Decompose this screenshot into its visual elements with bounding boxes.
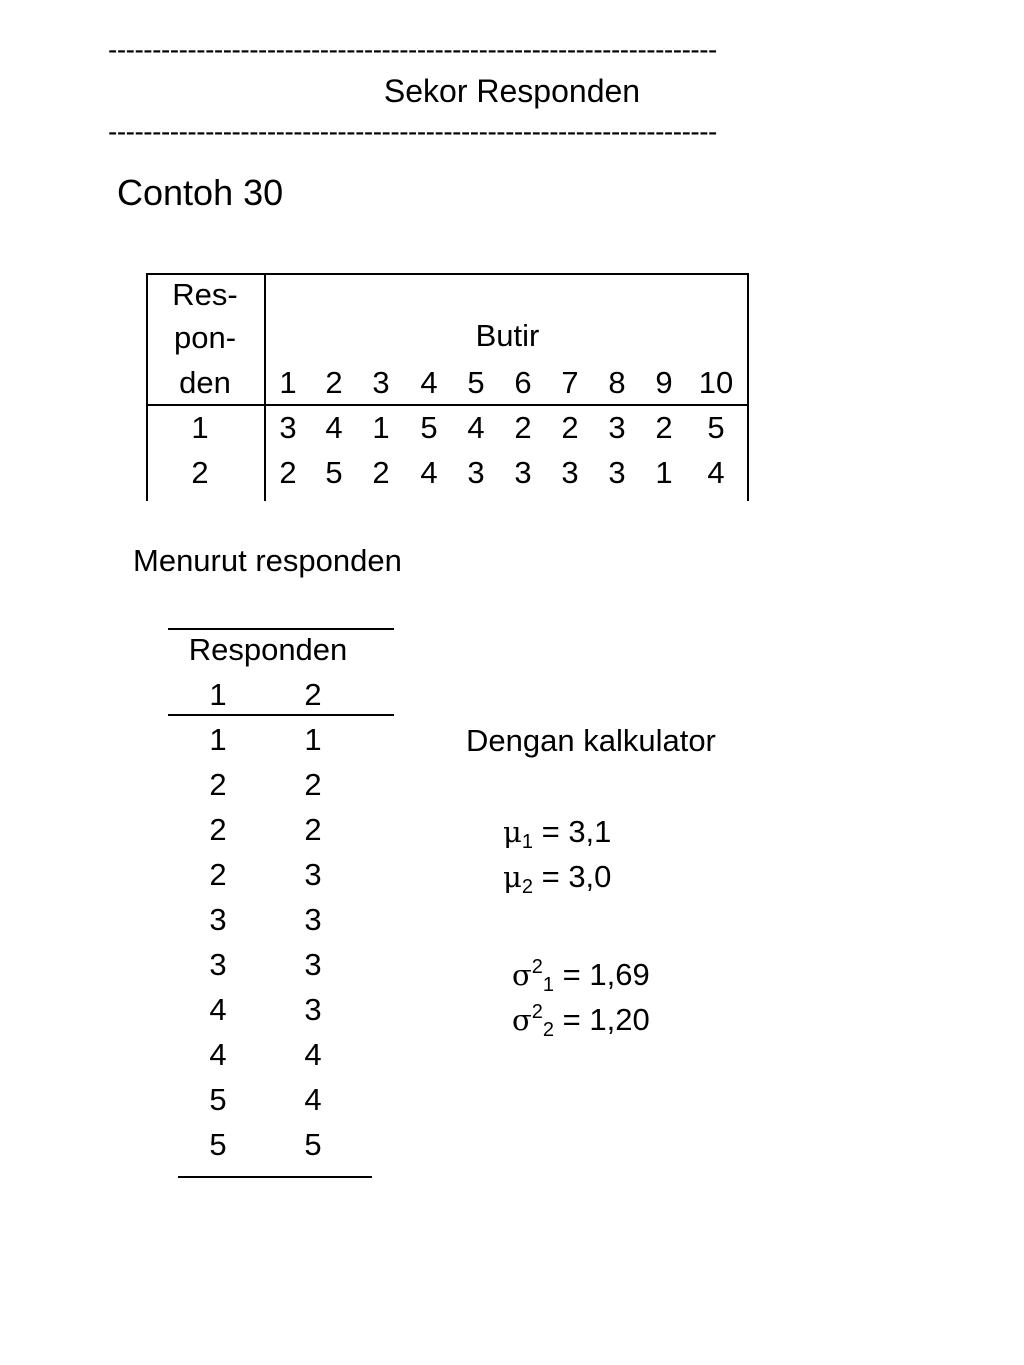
table-cell: 1 <box>304 722 322 757</box>
score-cell: 5 <box>325 455 343 490</box>
responden-header-line: pon- <box>173 320 237 355</box>
score-cell: 2 <box>514 410 532 445</box>
item-number: 9 <box>655 365 673 400</box>
responden-header-line: den <box>179 365 231 400</box>
statistic-subscript: 1 <box>521 831 533 853</box>
item-number: 2 <box>325 365 343 400</box>
table-cell: 2 <box>304 767 322 802</box>
score-cell: 2 <box>279 455 297 490</box>
responden-id: 1 <box>191 410 209 445</box>
item-number: 1 <box>279 365 297 400</box>
statistic <box>503 858 611 906</box>
statistic-symbol: σ <box>512 958 532 992</box>
table-cell: 5 <box>304 1127 322 1162</box>
item-number: 5 <box>467 365 485 400</box>
score-cell: 5 <box>420 410 438 445</box>
table-cell: 1 <box>209 722 227 757</box>
statistic <box>503 813 611 861</box>
header-rule-top: --------------------------------------------------------------------- <box>108 36 717 64</box>
score-cell: 3 <box>561 455 579 490</box>
table-cell: 3 <box>304 902 322 937</box>
menurut-title: Menurut responden <box>133 543 402 578</box>
responden-id: 2 <box>191 455 209 490</box>
score-cell: 3 <box>608 410 626 445</box>
column-header-1: 1 <box>209 677 227 712</box>
table-cell: 2 <box>209 767 227 802</box>
item-number: 8 <box>608 365 626 400</box>
score-cell: 4 <box>420 455 438 490</box>
table-rule-header <box>168 714 394 716</box>
statistic-symbol: μ <box>503 815 522 849</box>
score-cell: 3 <box>608 455 626 490</box>
score-cell: 2 <box>561 410 579 445</box>
responden-header-line: Res- <box>172 277 238 312</box>
table-border-right <box>747 275 749 501</box>
table-cell: 4 <box>304 1037 322 1072</box>
table-divider <box>264 275 266 501</box>
table-rule-bottom <box>178 1176 372 1178</box>
table-rule-top <box>168 628 394 630</box>
score-cell: 5 <box>707 410 725 445</box>
statistic-superscript: 2 <box>531 956 543 978</box>
statistic-subscript: 1 <box>542 974 555 996</box>
statistic-value: = 1,20 <box>554 1002 650 1037</box>
score-cell: 3 <box>467 455 485 490</box>
responden-table <box>168 628 394 1180</box>
statistic-symbol: μ <box>503 860 522 894</box>
table-cell: 4 <box>209 1037 227 1072</box>
score-cell: 3 <box>279 410 297 445</box>
table-cell: 5 <box>209 1127 227 1162</box>
item-number: 7 <box>561 365 579 400</box>
statistic-symbol: σ <box>512 1003 532 1037</box>
statistic-value: = 3,1 <box>532 814 612 849</box>
score-cell: 4 <box>467 410 485 445</box>
score-cell: 4 <box>325 410 343 445</box>
item-number: 4 <box>420 365 438 400</box>
calculator-label: Dengan kalkulator <box>466 723 716 758</box>
statistic-superscript: 2 <box>531 1001 543 1023</box>
table-cell: 5 <box>209 1082 227 1117</box>
table-cell: 3 <box>304 857 322 892</box>
header-rule-bottom: --------------------------------------------------------------------- <box>108 118 717 146</box>
butir-header: Butir <box>475 318 540 353</box>
statistic-subscript: 2 <box>521 876 533 898</box>
score-cell: 1 <box>372 410 390 445</box>
score-cell: 2 <box>655 410 673 445</box>
table-cell: 2 <box>209 812 227 847</box>
statistic-value: = 1,69 <box>554 957 650 992</box>
item-number: 6 <box>514 365 532 400</box>
table-cell: 3 <box>209 902 227 937</box>
statistic-value: = 3,0 <box>532 859 612 894</box>
statistic-subscript: 2 <box>542 1019 555 1041</box>
score-table <box>146 273 749 501</box>
column-header-2: 2 <box>304 677 322 712</box>
item-number: 3 <box>372 365 390 400</box>
table-header-rule <box>146 404 749 406</box>
table-cell: 3 <box>209 947 227 982</box>
table-cell: 3 <box>304 992 322 1027</box>
page-title: Sekor Responden <box>383 73 641 109</box>
table-cell: 4 <box>209 992 227 1027</box>
section-title: Contoh 30 <box>117 172 284 213</box>
table-cell: 2 <box>209 857 227 892</box>
score-cell: 3 <box>514 455 532 490</box>
score-cell: 4 <box>707 455 725 490</box>
score-cell: 1 <box>655 455 673 490</box>
statistic <box>512 993 650 1049</box>
score-cell: 2 <box>372 455 390 490</box>
table-cell: 2 <box>304 812 322 847</box>
table-cell: 4 <box>304 1082 322 1117</box>
responden-group-header: Responden <box>188 632 348 667</box>
item-number: 10 <box>698 365 734 400</box>
table-cell: 3 <box>304 947 322 982</box>
